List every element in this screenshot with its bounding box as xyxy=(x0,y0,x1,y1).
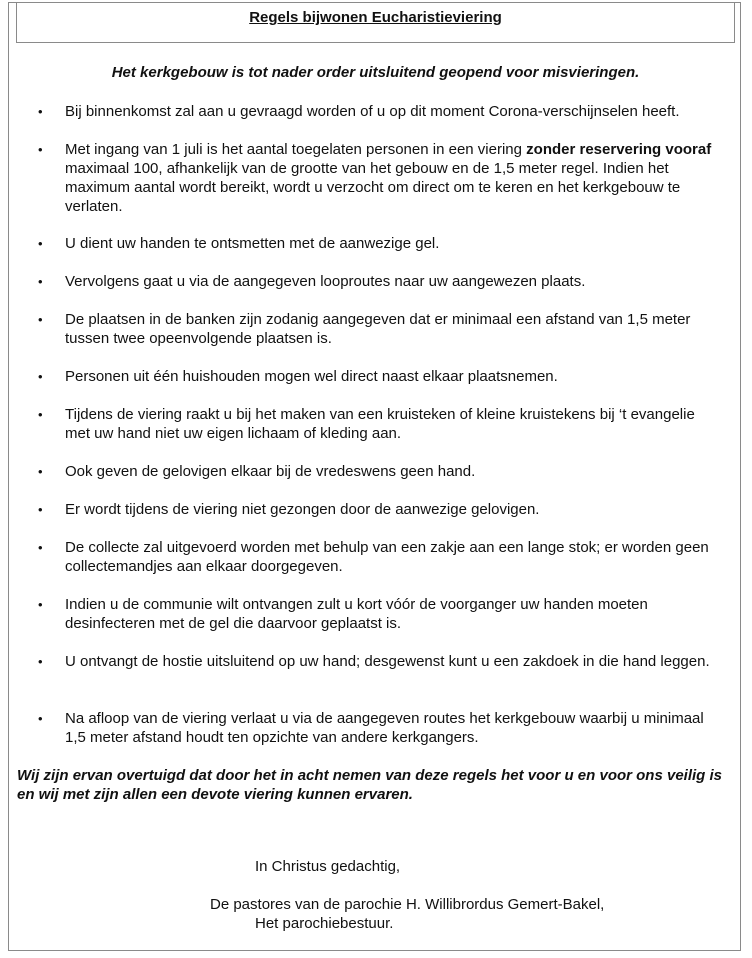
rule-text: De collecte zal uitgevoerd worden met behulp van een zakje aan een lange stok; er worden geen collectemandjes aan elkaar doorgegeven. xyxy=(65,539,709,575)
bullet-icon: • xyxy=(38,369,43,384)
rule-text: Na afloop van de viering verlaat u via de aangegeven routes het kerkgebouw waarbij u minimaal 1,5 meter afstand houdt ten opzichte van andere kerkgangers. xyxy=(65,710,704,746)
bullet-icon: • xyxy=(38,502,43,517)
subtitle: Het kerkgebouw is tot nader order uitsluitend geopend voor misvieringen. xyxy=(111,64,640,81)
rule-text: U ontvangt de hostie uitsluitend op uw hand; desgewenst kunt u een zakdoek in die hand leggen. xyxy=(65,653,710,670)
bullet-icon: • xyxy=(38,312,43,327)
bullet-icon: • xyxy=(38,654,43,669)
bullet-icon: • xyxy=(38,407,43,422)
rule-text: De plaatsen in de banken zijn zodanig aangegeven dat er minimaal een afstand van 1,5 meter tussen twee opeenvolgende plaatsen is. xyxy=(65,311,691,347)
rule-text: Er wordt tijdens de viering niet gezongen door de aanwezige gelovigen. xyxy=(65,501,540,518)
signature-parochiebestuur: Het parochiebestuur. xyxy=(255,915,394,932)
rule-text-part: Met ingang van 1 juli is het aantal toegelaten personen in een viering xyxy=(65,141,527,158)
bullet-icon: • xyxy=(38,711,43,726)
rule-text: Personen uit één huishouden mogen wel direct naast elkaar plaatsnemen. xyxy=(65,368,558,385)
greeting: In Christus gedachtig, xyxy=(255,858,401,875)
title-box xyxy=(16,2,735,43)
bullet-icon: • xyxy=(38,274,43,289)
rule-text-part: maximaal 100, afhankelijk van de grootte van het gebouw en de 1,5 meter regel. Indien het maximum aantal wordt bereikt, wordt u verzocht om direct om te keren en het kerkgebouw te verlaten. xyxy=(65,160,681,215)
rule-text: U dient uw handen te ontsmetten met de aanwezige gel. xyxy=(65,235,440,252)
signature-pastores: De pastores van de parochie H. Willibrordus Gemert-Bakel, xyxy=(210,896,605,913)
closing-statement: Wij zijn ervan overtuigd dat door het in acht nemen van deze regels het voor u en voor ons veilig is en wij met zijn allen een devote viering kunnen ervaren. xyxy=(17,767,723,803)
rule-text: Ook geven de gelovigen elkaar bij de vredeswens geen hand. xyxy=(65,463,476,480)
bullet-icon: • xyxy=(38,540,43,555)
bullet-icon: • xyxy=(38,236,43,251)
document-title: Regels bijwonen Eucharistieviering xyxy=(249,9,502,26)
bullet-icon: • xyxy=(38,104,43,119)
bullet-icon: • xyxy=(38,142,43,157)
rule-text xyxy=(65,140,717,216)
rule-text-emphasis: zonder reservering vooraf xyxy=(526,141,712,158)
bullet-icon: • xyxy=(38,464,43,479)
rule-text: Indien u de communie wilt ontvangen zult u kort vóór de voorganger uw handen moeten desinfecteren met de gel die daarvoor geplaatst is. xyxy=(65,596,648,632)
bullet-icon: • xyxy=(38,597,43,612)
rule-text: Bij binnenkomst zal aan u gevraagd worden of u op dit moment Corona-verschijnselen heeft. xyxy=(65,103,680,120)
rule-text: Vervolgens gaat u via de aangegeven looproutes naar uw aangewezen plaats. xyxy=(65,273,586,290)
rule-text: Tijdens de viering raakt u bij het maken van een kruisteken of kleine kruistekens bij ‘t evangelie met uw hand niet uw eigen lichaam of kleding aan. xyxy=(65,406,695,442)
